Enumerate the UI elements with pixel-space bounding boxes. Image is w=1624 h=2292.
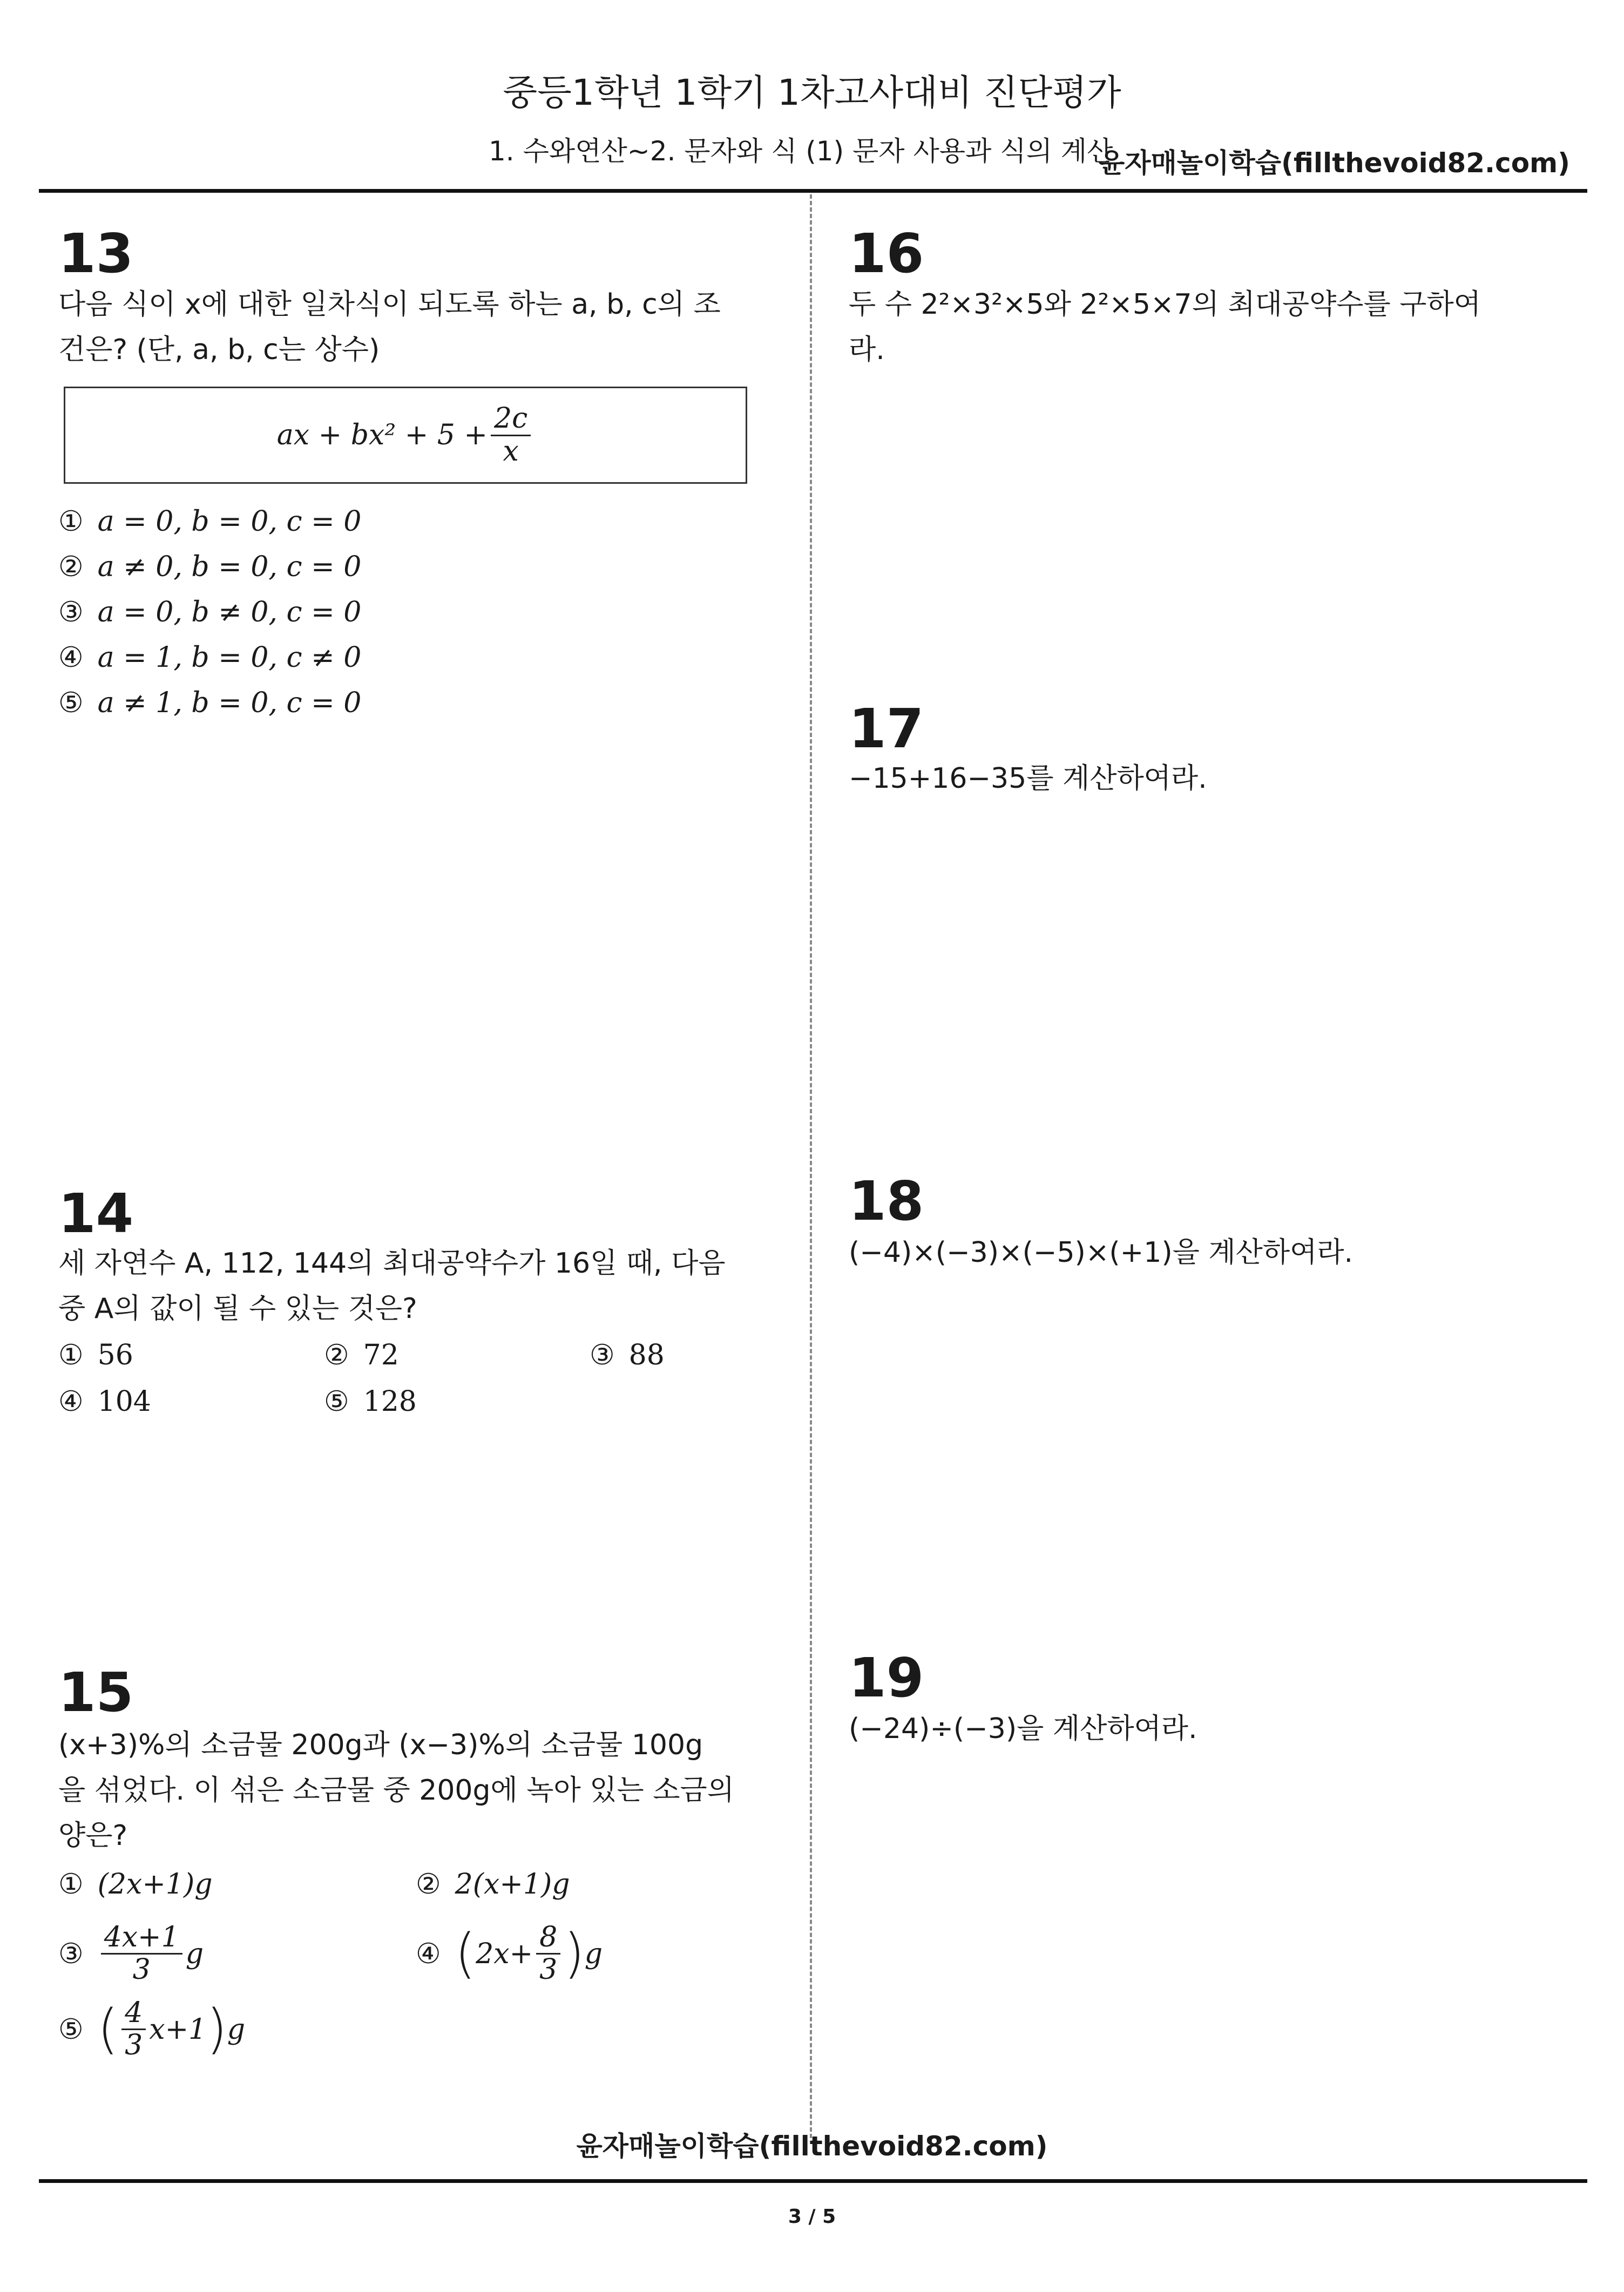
question-13-line-2: 건은? (단, a, b, c는 상수) [58, 334, 380, 366]
choice-text: 72 [363, 1339, 399, 1371]
choice-3[interactable] [590, 1333, 665, 1378]
choice-fraction [121, 1998, 146, 2061]
question-number-14: 14 [58, 1182, 134, 1245]
question-15-text [58, 1722, 755, 1858]
expression-box [64, 387, 747, 484]
choice-text: 2(x+1)g [455, 1868, 570, 1901]
choice-text: a ≠ 0, b = 0, c = 0 [97, 551, 362, 583]
choice-mark: ③ [58, 1937, 84, 1970]
choice-unit: g [227, 2013, 246, 2046]
choice-text: 56 [97, 1339, 133, 1371]
right-paren: ) [564, 1922, 585, 1985]
question-13-choices [58, 499, 361, 726]
footer-rule [39, 2179, 1587, 2183]
choice-2[interactable] [416, 1862, 570, 1907]
choice-text: x+1 [149, 2013, 207, 2046]
header-rule [39, 189, 1587, 193]
choice-mark: ③ [590, 1339, 615, 1371]
choice-text: 2x+ [476, 1937, 533, 1970]
choice-mark: ⑤ [324, 1385, 349, 1418]
choice-5[interactable] [58, 1998, 245, 2061]
choice-mark: ① [58, 1339, 84, 1371]
choice-4[interactable] [416, 1922, 603, 1985]
question-13-text [58, 282, 755, 373]
choice-4[interactable] [58, 635, 361, 680]
question-14-line-1: 세 자연수 A, 112, 144의 최대공약수가 16일 때, 다음 [58, 1247, 726, 1280]
choice-4[interactable] [58, 1379, 151, 1424]
question-19-text: (−24)÷(−3)을 계산하여라. [849, 1713, 1197, 1745]
fraction-denominator: 3 [539, 1953, 558, 1986]
choice-text: 104 [97, 1385, 151, 1418]
choice-text: a = 0, b = 0, c = 0 [97, 505, 362, 538]
choice-mark: ② [324, 1339, 349, 1371]
column-divider [810, 194, 812, 2138]
fraction-numerator: 4 [121, 1998, 146, 2030]
choice-text: 128 [363, 1385, 417, 1418]
choice-mark: ④ [58, 641, 84, 674]
question-16-line-2: 라. [849, 334, 885, 366]
expression-fraction [491, 403, 531, 466]
left-paren: ( [97, 1998, 119, 2060]
question-14-text [58, 1241, 755, 1331]
choice-mark: ④ [416, 1937, 441, 1970]
left-paren: ( [455, 1922, 476, 1985]
brand-footer: 윤자매놀이학습(fillthevoid82.com) [576, 2131, 1048, 2162]
fraction-numerator: 8 [536, 1922, 560, 1955]
choice-text: a = 1, b = 0, c ≠ 0 [97, 641, 362, 674]
question-15-line-2: 을 섞었다. 이 섞은 소금물 중 200g에 녹아 있는 소금의 [58, 1774, 734, 1807]
fraction-denominator: 3 [125, 2029, 143, 2062]
choice-text: a ≠ 1, b = 0, c = 0 [97, 687, 362, 719]
question-number-19: 19 [849, 1646, 924, 1709]
page-number: 3 / 5 [788, 2206, 836, 2228]
question-16-line-1: 두 수 2²×3²×5와 2²×5×7의 최대공약수를 구하여 [849, 288, 1481, 321]
question-number-16: 16 [849, 222, 924, 285]
choice-fraction [101, 1922, 182, 1985]
brand-header: 윤자매놀이학습(fillthevoid82.com) [1098, 147, 1570, 179]
choice-text: 88 [628, 1339, 665, 1371]
choice-mark: ⑤ [58, 687, 84, 719]
expression-left: ax + bx² + 5 + [276, 419, 488, 451]
question-number-18: 18 [849, 1169, 924, 1233]
choice-mark: ① [58, 1868, 84, 1901]
choice-1[interactable] [58, 1333, 133, 1378]
choice-5[interactable] [58, 680, 361, 726]
choice-3[interactable] [58, 590, 361, 635]
right-paren: ) [206, 1998, 227, 2060]
choice-1[interactable] [58, 1862, 213, 1907]
question-15-line-3: 양은? [58, 1820, 128, 1852]
choice-2[interactable] [324, 1333, 399, 1378]
fraction-numerator: 4x+1 [101, 1922, 182, 1955]
choice-5[interactable] [324, 1379, 417, 1424]
question-16-text [849, 282, 1551, 373]
choice-1[interactable] [58, 499, 361, 544]
choice-2[interactable] [58, 544, 361, 590]
choice-mark: ⑤ [58, 2013, 84, 2046]
choice-mark: ① [58, 505, 84, 538]
choice-mark: ③ [58, 596, 84, 628]
question-18-text: (−4)×(−3)×(−5)×(+1)을 계산하여라. [849, 1236, 1354, 1269]
choice-mark: ② [416, 1868, 441, 1901]
fraction-numerator: 2c [491, 403, 531, 436]
question-13-line-1: 다음 식이 x에 대한 일차식이 되도록 하는 a, b, c의 조 [58, 288, 721, 321]
choice-mark: ④ [58, 1385, 84, 1418]
fraction-denominator: x [503, 435, 519, 468]
choice-text: (2x+1)g [97, 1868, 213, 1901]
question-15-line-1: (x+3)%의 소금물 200g과 (x−3)%의 소금물 100g [58, 1729, 703, 1761]
question-number-13: 13 [58, 222, 134, 285]
fraction-denominator: 3 [132, 1953, 151, 1986]
question-17-text: −15+16−35를 계산하여라. [849, 762, 1207, 795]
question-14-line-2: 중 A의 값이 될 수 있는 것은? [58, 1293, 417, 1325]
choice-3[interactable] [58, 1922, 204, 1985]
choice-unit: g [185, 1937, 204, 1970]
page-title: 중등1학년 1학기 1차고사대비 진단평가 [503, 72, 1121, 113]
question-number-15: 15 [58, 1661, 134, 1724]
choice-fraction [536, 1922, 560, 1985]
choice-mark: ② [58, 551, 84, 583]
choice-text: a = 0, b ≠ 0, c = 0 [97, 596, 362, 628]
question-number-17: 17 [849, 697, 924, 760]
page-subtitle: 1. 수와연산~2. 문자와 식 (1) 문자 사용과 식의 계산 [489, 136, 1113, 167]
choice-unit: g [584, 1937, 603, 1970]
